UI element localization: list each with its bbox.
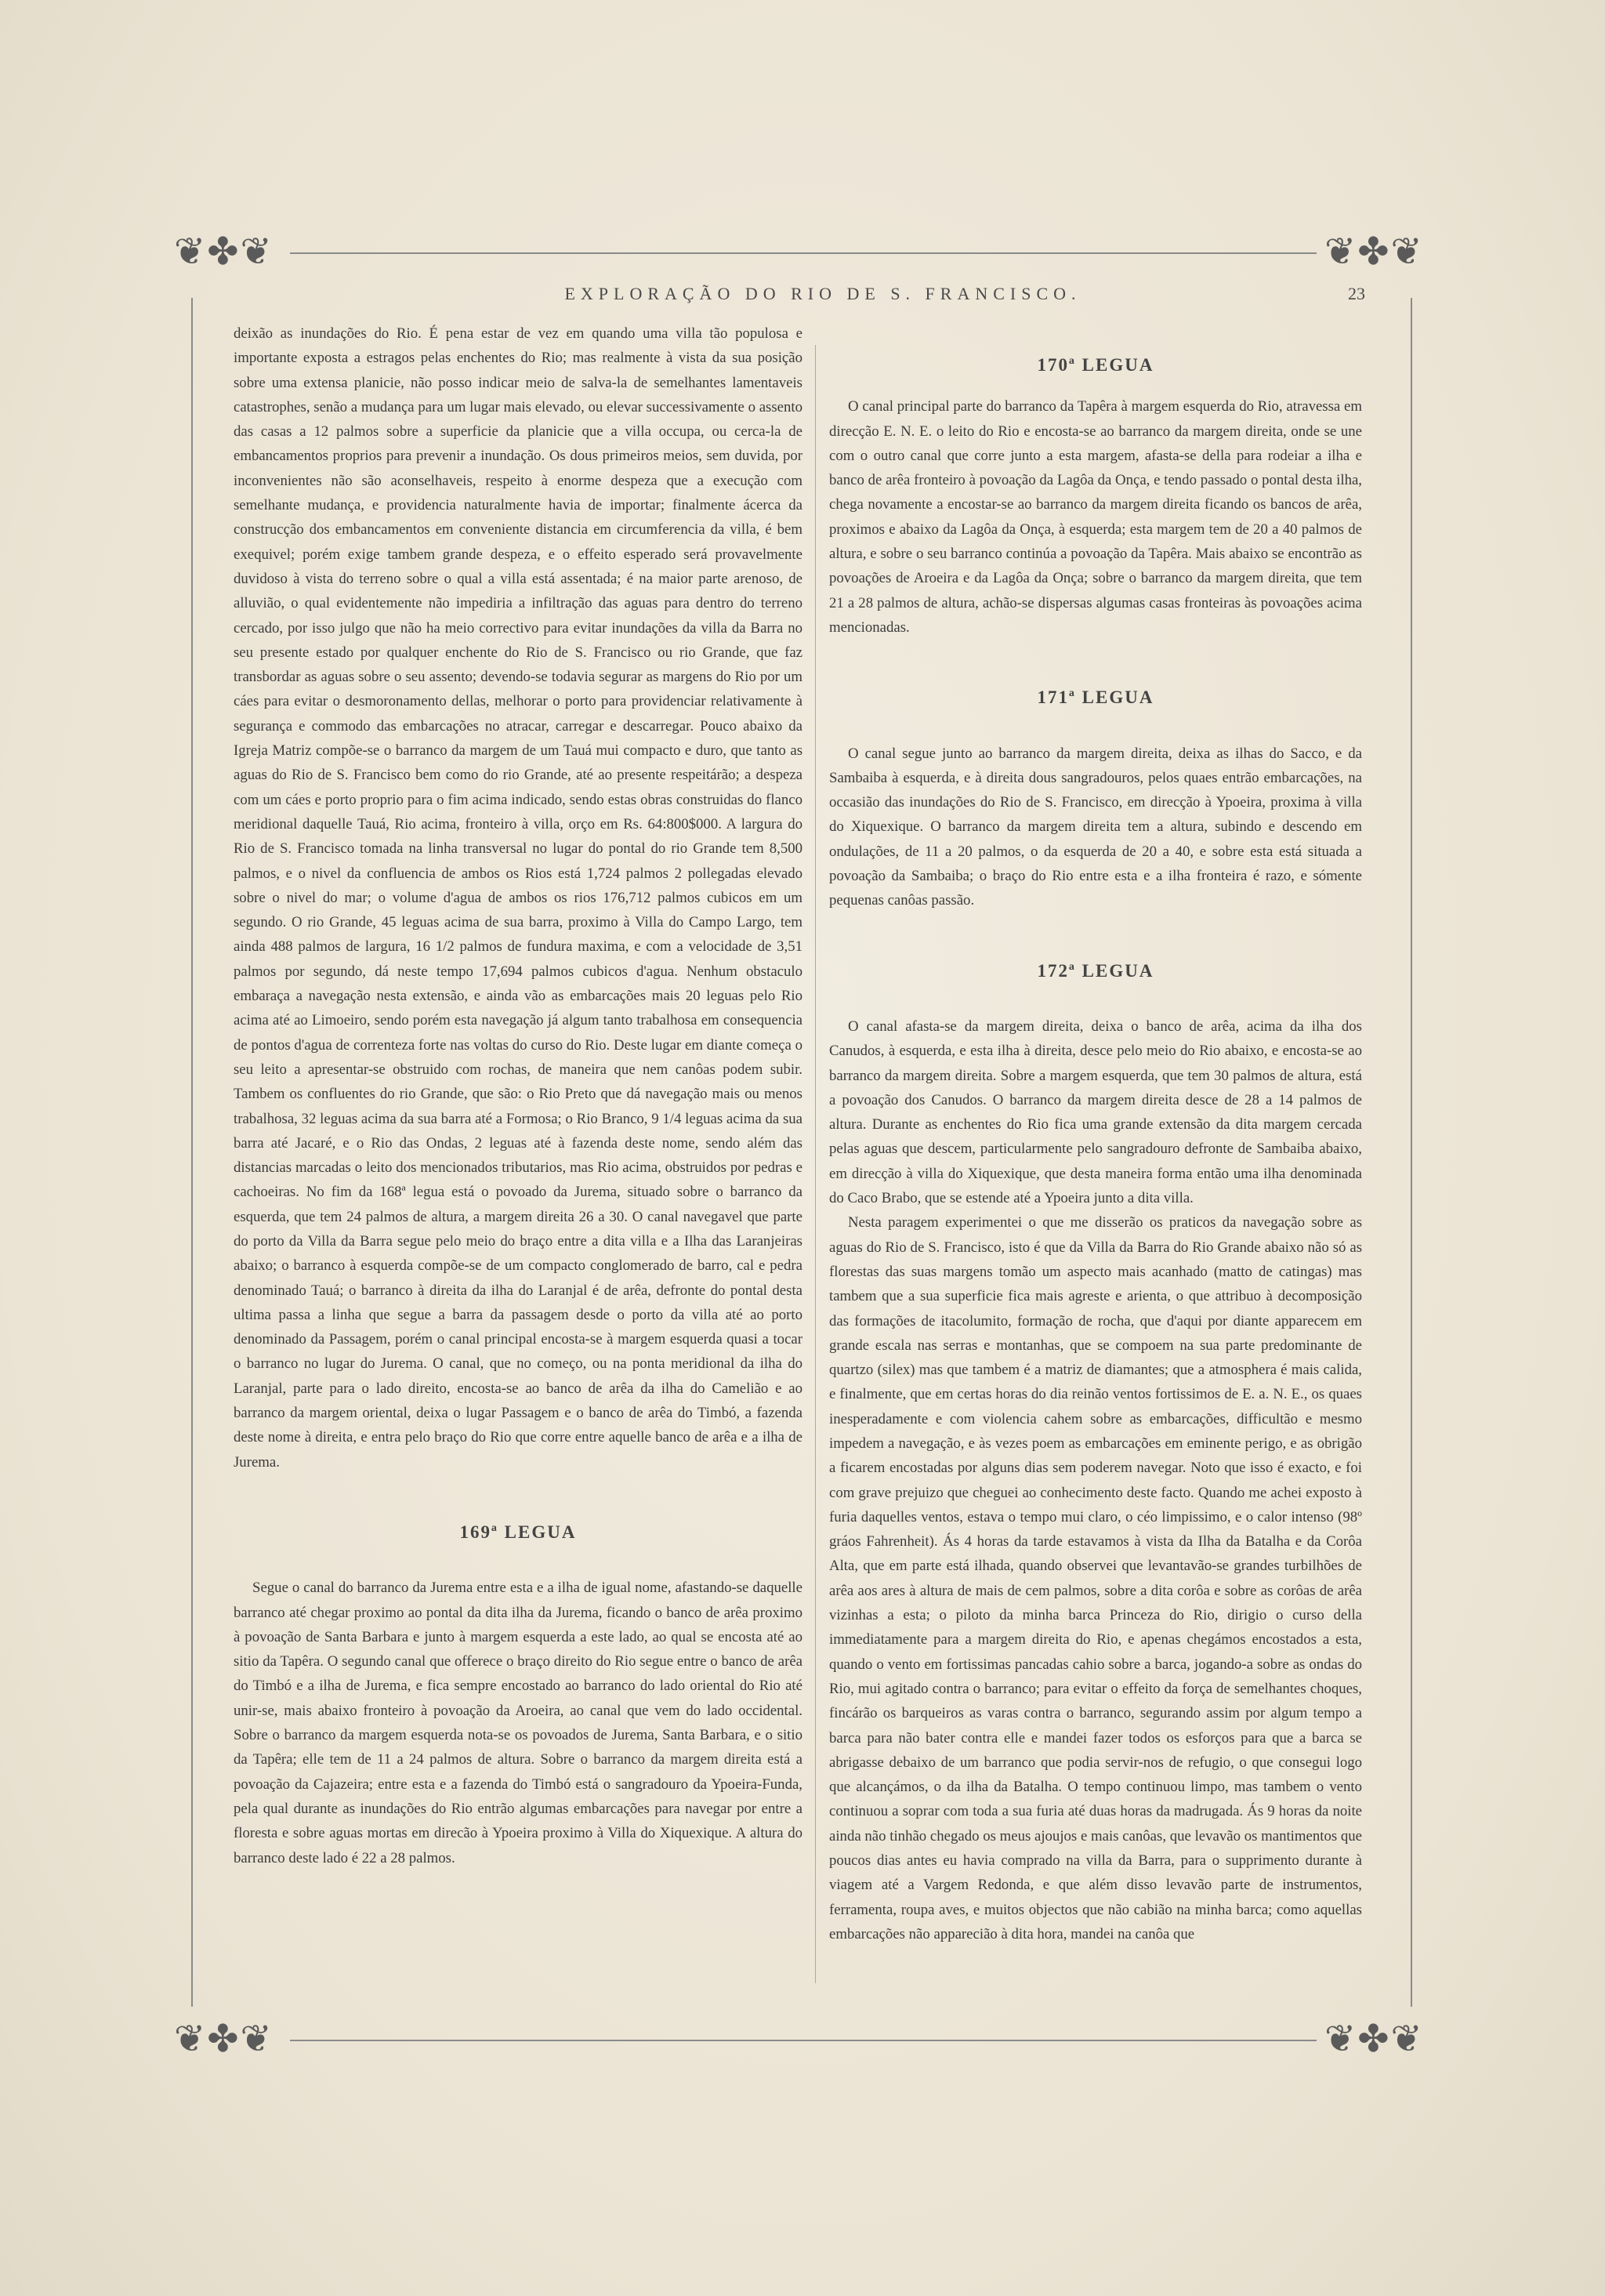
paragraph: Nesta paragem experimentei o que me disserão os praticos da navegação sobre as aguas do Rio de S. Francisco, isto é que da Villa da Barra do Rio Grande abaixo não só as florestas das suas margens tomão um aspecto mais acanhado (matto de catingas) mas tambem que a sua superficie fica mais agreste e arienta, o que attribuo à decomposição das formações de itacolumito, formação de rocha, que d'aqui por diante apparecem em grande escala nas serras e montanhas, que se compoem na sua parte predominante de quartzo (silex) mas que tambem é a matriz de diamantes; que a atmosphera é mais calida, e finalmente, que em certas horas do dia reinão ventos fortissimos de E. a. N. E., os quaes inesperadamente e com violencia cahem sobre as embarcações, difficultão e mesmo impedem a navegação, e às vezes poem as embarcações em eminente perigo, e as obrigão a ficarem encostadas por alguns dias sem poderem navegar. Noto que isso é exacto, e foi com grave prejuizo que cheguei ao conhecimento deste facto. Quando me achei exposto à furia daquelles ventos, estava o tempo mui claro, o céo limpissimo, e o calor intenso (98º gráos Fahrenheit). Ás 4 horas da tarde estavamos à vista da Ilha da Batalha e da Corôa Alta, que em parte está ilhada, quando observei que levantavão-se grandes turbilhões de arêa aos ares à altura de mais de cem palmos, sobre a dita corôa e sobre as corôas de arêa vizinhas a esta; o piloto da minha barca Princeza do Rio, dirigio o curso della immediatamente para a margem direita do Rio, e apenas chegámos encostados a esta, quando o vento em fortissimas pancadas cahio sobre a barca, jogando-a sobre as ondas do Rio, mui agitado contra o barranco; para evitar o effeito da força de semelhantes choques, fincárão os barqueiros as varas contra o barranco, segurando assim por algum tempo a barca para não bater contra elle e mandei fazer todos os esforços para que a barca se abrigasse debaixo de um barranco que podia servir-nos de refugio, o que consegui logo que alcançámos, o da ilha da Batalha. O tempo continuou limpo, mas tambem o vento continuou a soprar com toda a sua furia até duas horas da madrugada. Ás 9 horas da noite ainda não tinhão chegado os meus ajoujos e mais canôas, que levavão os mantimentos que poucos dias antes eu havia comprado na villa da Barra, para o supprimento durante à viagem até a Vargem Redonda, e que além disso levavão parte de instrumentos, ferramenta, roupa aves, e muitos objectos que não cabião na minha barca; como aquellas embarcações não apparecião à dita hora, mandei na canôa que: [829, 1214, 1362, 1942]
frame-rule-bottom: [290, 2040, 1317, 2041]
left-column: [234, 321, 802, 1870]
paragraph: Segue o canal do barranco da Jurema entre esta e a ilha de igual nome, afastando-se daquelle barranco até chegar proximo ao pontal da dita ilha da Jurema, ficando o banco de arêa proximo à povoação de Santa Barbara e junto à margem esquerda a este lado, ao qual se encosta até ao sitio da Tapêra. O segundo canal que offerece o braço direito do Rio segue entre o banco de arêa do Timbó e a ilha de Jurema, e fica sempre encostado ao barranco do lado oriental do Rio até unir-se, mais abaixo fronteiro à povoação da Aroeira, ao canal que vem do lado occidental. Sobre o barranco da margem esquerda nota-se os povoados de Jurema, Santa Barbara, e o sitio da Tapêra; elle tem de 11 a 24 palmos de altura. Sobre o barranco da margem direita está a povoação da Cajazeira; entre esta e a fazenda do Timbó está o sangradouro da Ypoeira-Funda, pela qual durante as inundações do Rio entrão algumas embarcações para navegar por entre a floresta e sobre aguas mortas em direcão à Ypoeira proximo à Villa do Xiquexique. A altura do barranco deste lado é 22 a 28 palmos.: [234, 1580, 802, 1866]
page-number: 23: [1348, 284, 1365, 303]
section-heading-170: 170ª LEGUA: [1037, 355, 1154, 375]
corner-ornament-bottom-right: ❦✤❦: [1324, 2019, 1424, 2060]
frame-rule-left: [191, 298, 193, 2007]
paragraph: O canal segue junto ao barranco da margem direita, deixa as ilhas do Sacco, e da Sambaiba à esquerda, e à direita dous sangradouros, pelos quaes entrão embarcações, na occasião das inundações do Rio de S. Francisco, em direcção à Ypoeira, proxima à villa do Xiquexique. O barranco da margem direita tem a altura, subindo e descendo em ondulações, de 11 a 20 palmos, o da esquerda de 20 a 40, e sobre esta está situada a povoação da Sambaiba; o braço do Rio entre esta e a ilha fronteira é razo, e sómente pequenas canôas passão.: [829, 745, 1362, 909]
running-title: EXPLORAÇÃO DO RIO DE S. FRANCISCO.: [564, 284, 1081, 303]
frame-rule-right: [1411, 298, 1412, 2007]
section-heading-169: 169ª LEGUA: [459, 1522, 577, 1542]
section-heading-172: 172ª LEGUA: [1037, 960, 1154, 981]
paragraph: O canal afasta-se da margem direita, deixa o banco de arêa, acima da ilha dos Canudos, à esquerda, e esta ilha à direita, desce pelo meio do Rio abaixo, e encosta-se ao barranco da margem direita. Sobre a margem esquerda, que tem 30 palmos de altura, está a povoação dos Canudos. O barranco da margem direita desce de 28 a 14 palmos de altura. Durante as enchentes do Rio fica uma grande extensão da dita margem cercada pelas aguas que descem, particularmente pelo sangradouro defronte de Sambaiba abaixo, em direcção à villa do Xiquexique, que desta maneira forma então uma ilha denominada do Caco Brabo, que se estende até a Ypoeira junto a dita villa.: [829, 1017, 1362, 1207]
corner-ornament-top-left: ❦✤❦: [174, 231, 274, 273]
right-column: [829, 321, 1362, 1946]
frame-rule-top: [290, 252, 1317, 254]
corner-ornament-top-right: ❦✤❦: [1324, 231, 1424, 273]
section-heading-171: 171ª LEGUA: [1037, 687, 1154, 708]
paragraph: O canal principal parte do barranco da Tapêra à margem esquerda do Rio, atravessa em direcção E. N. E. o leito do Rio e encosta-se ao barranco da margem direita, onde se une com o outro canal que corre junto a esta margem, afasta-se della para rodeiar a ilha e banco de arêa fronteiro à povoação da Lagôa da Onça, e tendo passado o pontal desta ilha, chega novamente a encostar-se ao barranco da margem direita ficando os bancos de arêa, proximos e abaixo da Lagôa da Onça, à esquerda; esta margem tem de 20 a 40 palmos de altura, e sobre o seu barranco continúa a povoação da Tapêra. Mais abaixo se encontrão as povoações de Aroeira e da Lagôa da Onça; sobre o barranco da margem direita, que tem 21 a 28 palmos de altura, achão-se dispersas algumas casas fronteiras às povoações acima mencionadas.: [829, 398, 1362, 636]
paragraph: deixão as inundações do Rio. É pena estar de vez em quando uma villa tão populosa e importante exposta a estragos pelas enchentes do Rio; mas realmente à vista da sua posição sobre uma extensa planicie, não posso indicar meio de salva-la de semelhantes lamentaveis catastrophes, senão a mudança para um lugar mais elevado, ou elevar successivamente o assento das casas a 12 palmos sobre a superficie da planicie que a villa occupa, ou cerca-la de embancamentos proprios para prevenir a inundação. Os dous primeiros meios, sem duvida, por inconvenientes não são aconselhaveis, respeito à enorme despeza que a execução com semelhante mudança, e providencia naturalmente havia de importar; finalmente ácerca da construcção dos embancamentos em conveniente distancia em circumferencia da villa, é bem exequivel; porém exige tambem grande despeza, e o effeito esperado será provavelmente duvidoso à vista do terreno sobre o qual a villa está assentada; é na maior parte arenoso, de alluvião, o qual evidentemente não impediria a infiltração das aguas para dentro do terreno cercado, por isso julgo que não ha meio correctivo para evitar inundações da villa da Barra no seu presente estado por qualquer enchente do Rio de S. Francisco ou rio Grande, que faz transbordar as aguas sobre o seu assento; devendo-se todavia segurar as margens do Rio por um cáes para evitar o desmoronamento dellas, melhorar o porto para providenciar relativamente à segurança e commodo das embarcações no atracar, carregar e descarregar. Pouco abaixo da Igreja Matriz compõe-se o barranco da margem de um Tauá mui compacto e duro, que tanto as aguas do Rio de S. Francisco bem como do rio Grande, até ao presente respeitárão; a despeza com um cáes e porto proprio para o fim acima indicado, sendo estas obras construidas do flanco meridional daquelle Tauá, Rio acima, fronteiro à villa, orço em Rs. 64:800$000. A largura do Rio de S. Francisco tomada na linha transversal no lugar do pontal do rio Grande tem 8,500 palmos, e o nivel da confluencia de ambos os Rios está 1,724 palmos 2 pollegadas elevado sobre o nivel do mar; o volume d'agua de ambos os rios 176,712 palmos cubicos em um segundo. O rio Grande, 45 leguas acima de sua barra, proximo à Villa do Campo Largo, tem ainda 488 palmos de largura, 16 1/2 palmos de fundura maxima, e com a velocidade de 3,51 palmos por segundo, dá neste tempo 17,694 palmos cubicos d'agua. Nenhum obstaculo embaraça a navegação nesta extensão, e ainda vão as embarcações mais 20 leguas pelo Rio acima até ao Limoeiro, sendo porém esta navegação já algum tanto trabalhosa em consequencia de pontos d'agua de correnteza forte nas voltas do curso do Rio. Deste lugar em diante começa o seu leito a apresentar-se obstruido com rochas, de maneira que nem canôas podem subir. Tambem os confluentes do rio Grande, que são: o Rio Preto que dá navegação mais ou menos trabalhosa, 32 leguas acima da sua barra até a Formosa; o Rio Branco, 9 1/4 leguas acima da sua barra até Jacaré, e o Rio das Ondas, 2 leguas até à fazenda deste nome, sendo além das distancias marcadas o leito dos mencionados tributarios, mas Rio acima, obstruidos por pedras e cachoeiras. No fim da 168ª legua está o povoado da Jurema, situado sobre o barranco da esquerda, que tem 24 palmos de altura, a margem direita 26 a 30. O canal navegavel que parte do porto da Villa da Barra segue pelo meio do braço entre a dita villa e a Ilha das Laranjeiras abaixo; o barranco à esquerda compõe-se de um compacto conglomerado de barro, cal e pedra denominado Tauá; o barranco à direita da ilha do Laranjal é de arêa, defronte do pontal desta ultima passa a linha que segue a barra da passagem desde o porto da villa até ao porto denominado da Passagem, porém o canal principal encosta-se à margem esquerda quasi a tocar o barranco no lugar do Jurema. O canal, que no começo, ou na ponta meridional da ilha do Laranjal, parte para o lado direito, encosta-se ao banco de arêa da ilha do Camelião e ao barranco da margem oriental, deixa o lugar Passagem e o banco de arêa do Timbó, a fazenda deste nome à direita, e entra pelo braço do Rio que corre entre aquelle banco de arêa e a ilha de Jurema.: [234, 325, 802, 1471]
column-divider: [815, 345, 816, 1983]
corner-ornament-bottom-left: ❦✤❦: [174, 2019, 274, 2060]
